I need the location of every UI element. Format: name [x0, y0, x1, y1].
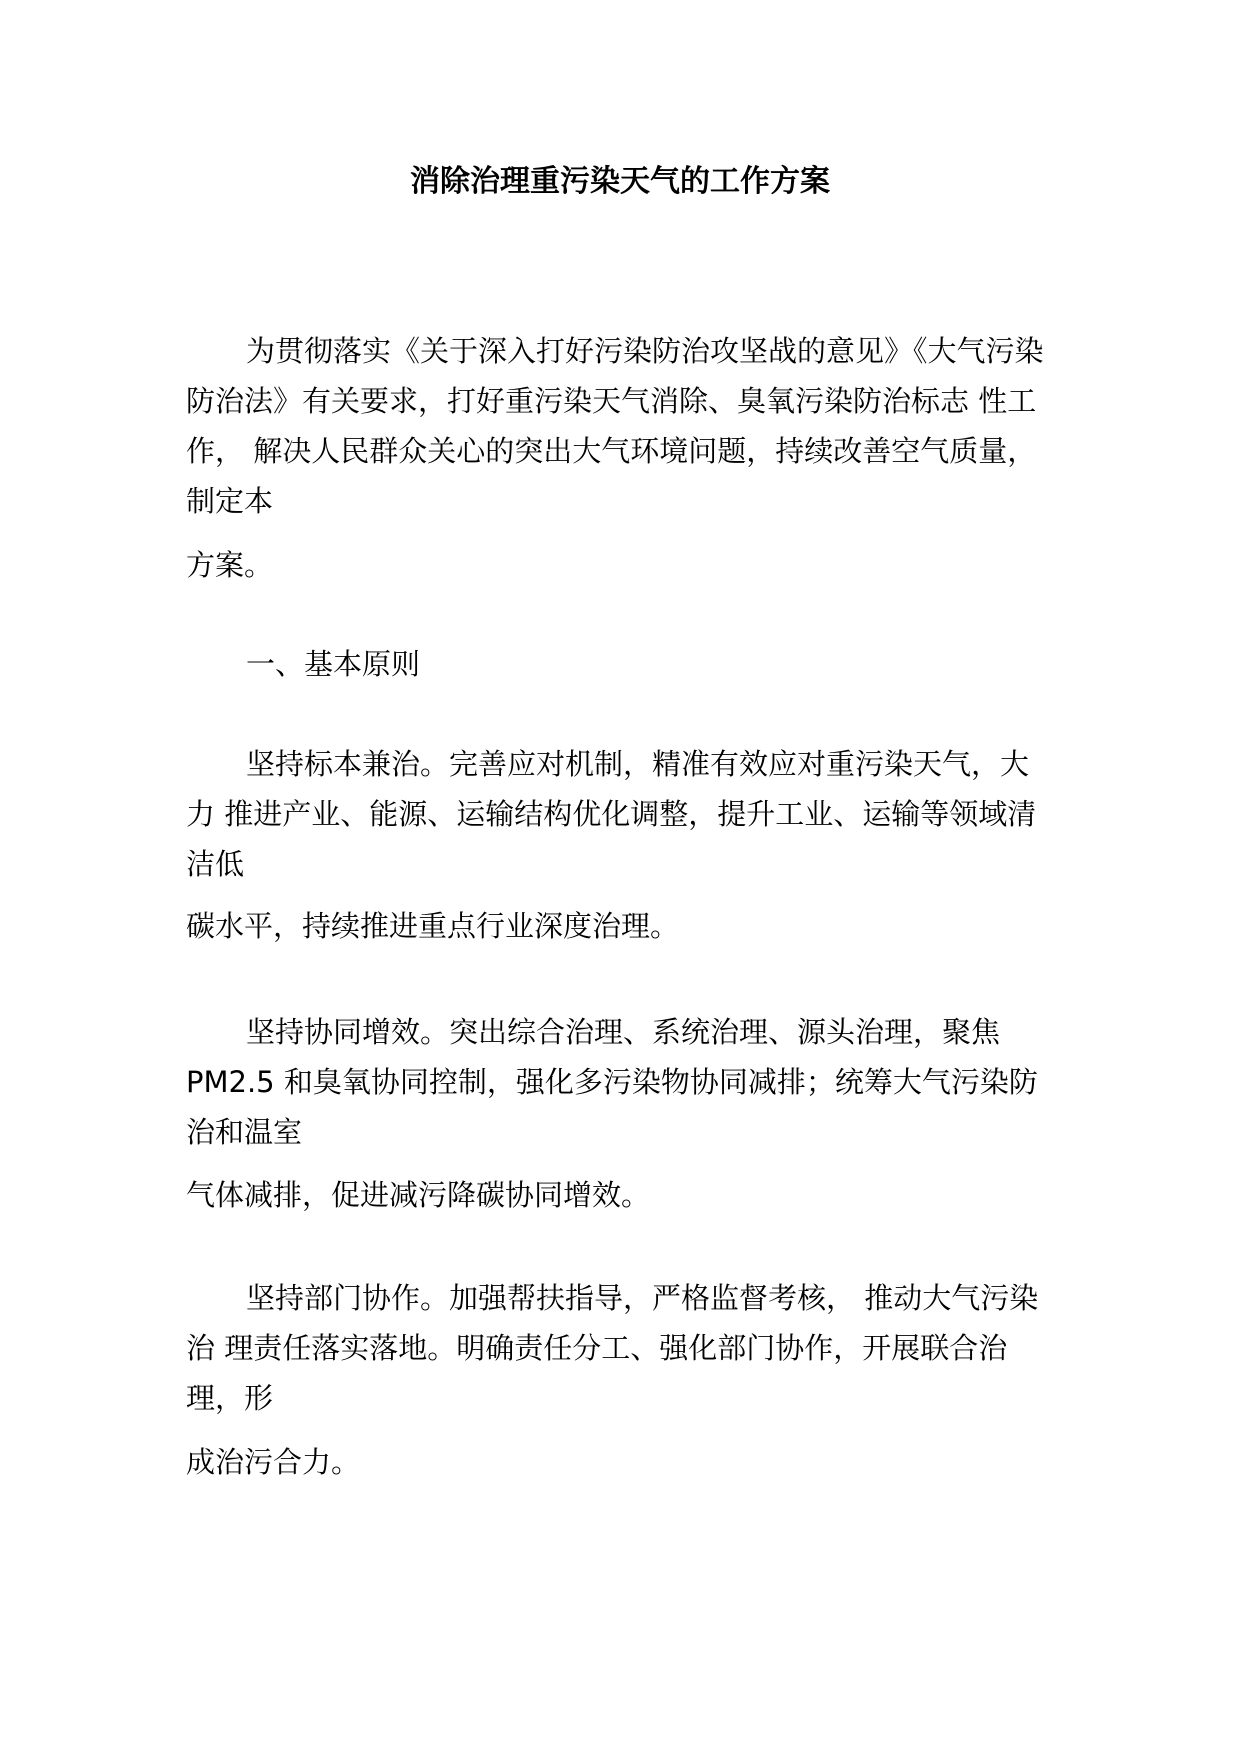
paragraph-line: 为贯彻落实《关于深入打好污染防治攻坚战的意见》《大气污染	[246, 334, 1044, 368]
paragraph-line: 防治法》有关要求，打好重污染天气消除、臭氧污染防治标志 性工	[186, 384, 1037, 418]
paragraph-line: 治 理责任落实落地。明确责任分工、强化部门协作，开展联合治	[186, 1331, 1008, 1365]
paragraph-line: 成治污合力。	[186, 1445, 361, 1479]
paragraph-line: 理，形	[186, 1381, 274, 1415]
paragraph-line: PM2.5 和臭氧协同控制，强化多污染物协同减排；统筹大气污染防	[186, 1065, 1038, 1099]
paragraph-line: 作， 解决人民群众关心的突出大气环境问题，持续改善空气质量，	[186, 434, 1037, 468]
document-title: 消除治理重污染天气的工作方案	[410, 164, 830, 199]
paragraph-line: 制定本	[186, 484, 274, 518]
paragraph-line: 方案。	[186, 548, 274, 582]
paragraph-line: 坚持标本兼治。完善应对机制，精准有效应对重污染天气，大	[246, 747, 1030, 781]
paragraph-line: 治和温室	[186, 1115, 303, 1149]
paragraph-line: 坚持协同增效。突出综合治理、系统治理、源头治理，聚焦	[246, 1015, 1001, 1049]
paragraph-line: 碳水平，持续推进重点行业深度治理。	[186, 909, 680, 943]
paragraph-line: 洁低	[186, 847, 245, 881]
paragraph-line: 力 推进产业、能源、运输结构优化调整，提升工业、运输等领域清	[186, 797, 1037, 831]
paragraph-line: 坚持部门协作。加强帮扶指导，严格监督考核， 推动大气污染	[246, 1281, 1039, 1315]
paragraph-line: 气体减排，促进减污降碳协同增效。	[186, 1178, 651, 1212]
section-heading: 一、基本原则	[246, 647, 421, 681]
